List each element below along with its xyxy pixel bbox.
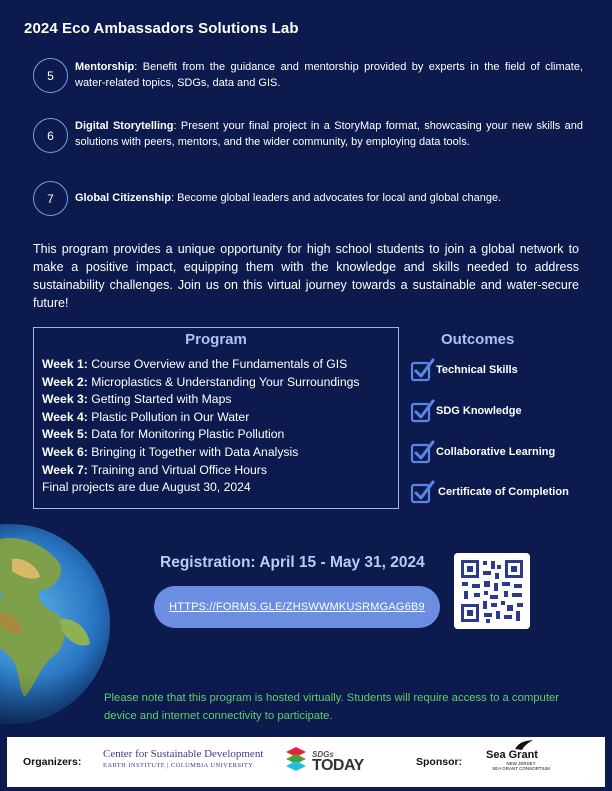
deadline-text: Final projects are due August 30, 2024 [42, 480, 251, 495]
footer-logos-bar [7, 737, 605, 787]
registration-dates: Registration: April 15 - May 31, 2024 [160, 554, 425, 571]
sdgs-small-text: SDGs [312, 750, 334, 759]
intro-paragraph: This program provides a unique opportunity for high school students to join a global network to make a positive impact, equipping them with the knowledge and skills needed to address sustainability challenges. Join us on this virtual journey towards a sustainable and water-secure future! [33, 242, 579, 310]
program-title: Program [185, 331, 247, 348]
benefit-mentorship [33, 58, 583, 93]
benefit-description: : Benefit from the guidance and mentorship provided by experts in the field of climate, water-related topics, SDGs, data and GIS. [75, 61, 583, 89]
week-item [42, 391, 390, 409]
program-box [33, 327, 399, 509]
benefit-text [75, 58, 583, 91]
checkbox-check-icon [410, 479, 436, 505]
page-title: 2024 Eco Ambassadors Solutions Lab [24, 20, 299, 37]
week-label: Week 4: [42, 409, 88, 424]
week-topic: Plastic Pollution in Our Water [87, 409, 250, 424]
week-label: Week 1: [42, 357, 88, 371]
sea-grant-logo [486, 743, 556, 771]
week-item [42, 426, 390, 444]
week-topic: Training and Virtual Office Hours [87, 462, 267, 477]
week-item [42, 374, 390, 392]
benefit-text [75, 117, 583, 150]
benefit-global-citizenship [33, 181, 583, 216]
sdgs-today-logo [284, 745, 364, 775]
organizers-label: Organizers: [23, 756, 82, 768]
benefit-title: Global Citizenship [75, 192, 171, 204]
week-topic: Course Overview and the Fundamentals of GIS [87, 357, 348, 371]
week-label: Week 5: [42, 427, 88, 442]
outcome-label: Collaborative Learning [436, 446, 556, 458]
sea-grant-name: Sea Grant [486, 749, 538, 761]
week-item [42, 409, 390, 427]
sea-grant-state: NEW JERSEY [506, 761, 536, 766]
csd-name: Center for Sustainable Development [103, 748, 264, 760]
checkbox-check-icon [410, 439, 436, 465]
week-topic: Data for Monitoring Plastic Pollution [87, 427, 285, 442]
week-topic: Getting Started with Maps [87, 392, 232, 407]
csd-subtitle: EARTH INSTITUTE | COLUMBIA UNIVERSITY [103, 762, 254, 769]
outcome-label: SDG Knowledge [436, 405, 522, 417]
sdgs-big-text: TODAY [312, 757, 364, 774]
week-label: Week 3: [42, 392, 88, 407]
week-topic: Microplastics & Understanding Your Surroundings [87, 374, 360, 389]
benefit-digital-storytelling [33, 117, 583, 153]
stacked-layers-icon [284, 745, 308, 775]
week-item [42, 444, 390, 462]
number-badge: 6 [33, 118, 68, 153]
outcomes-title: Outcomes [441, 331, 515, 348]
week-item [42, 462, 390, 480]
outcome-label: Technical Skills [436, 364, 518, 376]
week-label: Week 6: [42, 444, 88, 459]
virtual-program-note: Please note that this program is hosted virtually. Students will require access to a computer device and internet connectivity to participate. [104, 692, 560, 722]
checkbox-check-icon [410, 357, 436, 383]
bird-icon [514, 739, 534, 751]
registration-link-button[interactable]: HTTPS://FORMS.GLE/ZHSWWMKUSRMGAG6B9 [154, 586, 440, 628]
week-label: Week 7: [42, 462, 88, 477]
sea-grant-consortium: SEA GRANT CONSORTIUM [492, 766, 550, 771]
sponsor-label: Sponsor: [416, 756, 463, 768]
number-badge: 5 [33, 58, 68, 93]
outcome-label: Certificate of Completion [438, 486, 569, 498]
week-label: Week 2: [42, 374, 88, 389]
week-item [42, 356, 390, 374]
csd-logo [103, 748, 263, 769]
benefit-description: : Become global leaders and advocates for local and global change. [170, 192, 502, 204]
outcome-item [410, 479, 569, 505]
benefit-title: Mentorship [75, 61, 135, 73]
outcome-item [410, 398, 522, 424]
benefit-description: : Present your final project in a StoryMap format, showcasing your new skills and solutions with peers, mentors, and the wider community, by employing data tools. [75, 120, 583, 148]
number-badge: 7 [33, 181, 68, 216]
benefit-text [75, 181, 501, 206]
globe-icon [0, 519, 110, 729]
week-topic: Bringing it Together with Data Analysis [87, 444, 299, 459]
benefit-title: Digital Storytelling [75, 120, 174, 132]
outcome-item [410, 439, 555, 465]
outcome-item [410, 357, 518, 383]
qr-code-icon[interactable] [454, 553, 530, 629]
checkbox-check-icon [410, 398, 436, 424]
